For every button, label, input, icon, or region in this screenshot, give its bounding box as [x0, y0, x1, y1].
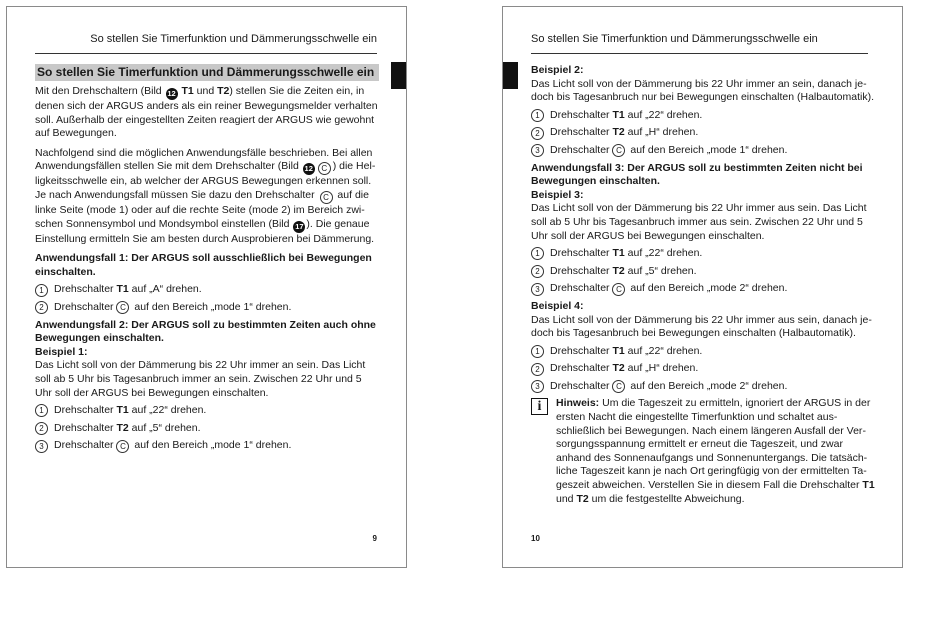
step-text: auf „H“ drehen.	[624, 362, 699, 375]
figure-17-ref: 17	[295, 221, 304, 231]
switch-label: T2	[612, 126, 625, 139]
switch-c-icon: C	[612, 144, 625, 157]
note-text	[556, 397, 875, 506]
step-text: auf „5“ drehen.	[128, 421, 201, 434]
step-text: auf „A“ drehen.	[128, 283, 202, 296]
step-text: auf den Bereich „mode 2“ drehen.	[627, 282, 788, 295]
step-item	[35, 283, 379, 297]
switch-c-icon: C	[116, 440, 129, 453]
step-text: Drehschalter	[550, 108, 613, 121]
header-rule	[531, 53, 868, 54]
para2-text-2: ) die Helligkeitsschwelle ein, ab welcher der ARGUS Bewegungen erkennen soll. Je nach Anwendungsfall müssen Sie dazu den Drehschalter	[35, 160, 376, 201]
switch-label: T2	[116, 421, 129, 434]
switch-label: T1	[612, 247, 625, 260]
example-2-text: Das Licht soll von der Dämmerung bis 22 Uhr immer an sein, danach jedoch bis Tagesanbruch nur bei Bewegungen einschalten (Halbautomatik).	[531, 77, 875, 104]
note-and: und	[556, 492, 577, 505]
case-3-heading: Anwendungsfall 3: Der ARGUS soll zu bestimmten Zeiten nicht bei Bewegungen einschalten.	[531, 161, 863, 188]
step-number-icon: 2	[531, 265, 544, 278]
step-item	[35, 404, 379, 418]
step-text: auf „22“ drehen.	[624, 344, 703, 357]
step-item	[531, 380, 875, 394]
step-item	[531, 109, 875, 123]
step-text: Drehschalter	[550, 247, 613, 260]
header-rule	[35, 53, 377, 54]
step-number-icon: 3	[531, 283, 544, 296]
example-4-heading: Beispiel 4:	[531, 299, 584, 312]
case-2-heading: Anwendungsfall 2: Der ARGUS soll zu bestimmten Zeiten auch ohne Bewegungen einschalten.	[35, 318, 376, 345]
switch-t2: T2	[217, 85, 230, 97]
step-text: auf den Bereich „mode 2“ drehen.	[627, 379, 788, 392]
switch-label: T1	[612, 344, 625, 357]
step-item	[531, 282, 875, 296]
figure-12-ref: 12	[167, 89, 176, 98]
para2-text-4: ). Die genaue Einstellung ermitteln Sie am besten durch Ausprobieren bei Dämmerung.	[35, 217, 375, 245]
example-2-steps	[531, 109, 875, 158]
example-3-heading: Beispiel 3:	[531, 188, 584, 201]
figure-12-ref: 12	[304, 164, 313, 174]
step-text: auf „22“ drehen.	[624, 247, 703, 260]
step-item	[35, 422, 379, 436]
thumb-tab	[503, 62, 518, 89]
step-text: Drehschalter	[54, 283, 117, 296]
switch-label: T2	[612, 362, 625, 375]
intro-paragraph	[35, 85, 379, 141]
example-2-heading: Beispiel 2:	[531, 64, 584, 76]
switch-t1: T1	[862, 479, 875, 492]
step-text: auf den Bereich „mode 1“ drehen.	[131, 439, 292, 452]
switch-label: T1	[116, 404, 129, 417]
running-head: So stellen Sie Timerfunktion und Dämmerungsschwelle ein	[90, 33, 377, 45]
right-page	[502, 6, 903, 568]
example-1-text: Das Licht soll von der Dämmerung bis 22 Uhr immer an sein. Das Licht soll ab 5 Uhr bis Tagesanbruch immer an sein. Zwischen 22 Uhr und 5 Uhr soll der ARGUS bei Bewegungen einschalten.	[35, 359, 366, 399]
step-item	[35, 301, 379, 315]
switch-label: T1	[116, 283, 129, 296]
step-number-icon: 1	[531, 345, 544, 358]
step-number-icon: 3	[35, 440, 48, 453]
switch-c-icon: C	[320, 191, 333, 204]
step-item	[531, 362, 875, 376]
left-page	[6, 6, 407, 568]
note-body: Um die Tageszeit zu ermitteln, ignoriert der ARGUS in der ersten Nacht die eingestellte Timerfunktion und schaltet ausschließlich bei Bewegungen. Nach einem längeren Ausfall der Versorgungsspannung ermittelt er erneut die Tageszeit, und zwar anhand des Sonnenaufgangs und Sonnenuntergangs. Die tatsächliche Tageszeit kann je nach Ort geringfügig von der ermittelten Tageszeit abweichen. Verstellen Sie in diesem Fall die Drehschalter	[556, 397, 871, 492]
step-text: Drehschalter	[54, 421, 117, 434]
switch-c-icon: C	[612, 380, 625, 393]
info-icon: i	[531, 398, 548, 415]
step-number-icon: 1	[35, 404, 48, 417]
example-4-steps	[531, 345, 875, 394]
step-item	[531, 345, 875, 359]
section-title: So stellen Sie Timerfunktion und Dämmerungsschwelle ein	[35, 64, 379, 81]
intro-text: Mit den Drehschaltern (Bild	[35, 85, 165, 97]
step-number-icon: 3	[531, 144, 544, 157]
step-number-icon: 1	[35, 284, 48, 297]
switch-c-icon: C	[116, 301, 129, 314]
switch-t1: T1	[181, 85, 194, 97]
step-item	[531, 265, 875, 279]
step-text: Drehschalter	[550, 362, 613, 375]
step-text: auf „22“ drehen.	[128, 404, 207, 417]
switch-c-icon: C	[612, 283, 625, 296]
step-text: Drehschalter	[54, 300, 117, 313]
step-item	[531, 144, 875, 158]
step-text: auf den Bereich „mode 1“ drehen.	[627, 143, 788, 156]
step-text: auf „5“ drehen.	[624, 264, 697, 277]
step-text: Drehschalter	[550, 143, 613, 156]
running-head: So stellen Sie Timerfunktion und Dämmerungsschwelle ein	[531, 33, 818, 45]
example-4-text: Das Licht soll von der Dämmerung bis 22 Uhr immer aus sein, danach jedoch bis Tagesanbruch bei Bewegungen einschalten (Halbautomatik).	[531, 313, 872, 340]
thumb-tab	[391, 62, 406, 89]
para2-text: Nachfolgend sind die möglichen Anwendungsfälle beschrieben. Bei allen Anwendungsfällen stellen Sie mit dem Drehschalter (Bild	[35, 146, 373, 173]
step-text: auf den Bereich „mode 1“ drehen.	[131, 300, 292, 313]
switch-c-icon: C	[318, 162, 331, 175]
right-content	[531, 64, 875, 506]
note-label: Hinweis:	[556, 397, 600, 410]
step-text: auf „22“ drehen.	[624, 108, 703, 121]
step-item	[35, 439, 379, 453]
switch-label: T2	[612, 264, 625, 277]
case-1-steps	[35, 283, 379, 314]
example-1-heading: Beispiel 1:	[35, 345, 88, 358]
step-item	[531, 126, 875, 140]
switch-label: T1	[612, 108, 625, 121]
step-text: Drehschalter	[550, 126, 613, 139]
step-number-icon: 1	[531, 109, 544, 122]
intro-text-2: ) stellen Sie die Zeiten ein, in denen sich der ARGUS anders als ein reiner Bewegungsmelder verhalten soll. Außerhalb der eingestellten Zeiten reagiert der ARGUS wie gewohnt auf Bewegungen.	[35, 85, 378, 140]
page-number: 9	[372, 534, 377, 543]
step-number-icon: 2	[35, 422, 48, 435]
step-number-icon: 3	[531, 380, 544, 393]
step-text: Drehschalter	[550, 344, 613, 357]
step-number-icon: 2	[531, 363, 544, 376]
step-text: auf „H“ drehen.	[624, 126, 699, 139]
example-3-steps	[531, 247, 875, 296]
example-3-text: Das Licht soll von der Dämmerung bis 22 Uhr immer aus sein. Das Licht soll ab 5 Uhr bis Tagesanbruch immer aus sein. Zwischen 22 Uhr und 5 Uhr soll der ARGUS bei Bewegungen einschalten.	[531, 202, 867, 242]
para2-text-3: auf die linke Seite (mode 1) oder auf die rechte Seite (mode 2) im Bereich zwischen Sonnensymbol und Mondsymbol einstellen (Bild	[35, 188, 369, 230]
switch-t2: T2	[576, 492, 589, 505]
applications-paragraph	[35, 147, 379, 246]
example-1-steps	[35, 404, 379, 453]
step-text: Drehschalter	[54, 404, 117, 417]
step-number-icon: 1	[531, 247, 544, 260]
left-content	[35, 64, 379, 457]
step-text: Drehschalter	[54, 439, 117, 452]
case-1-heading: Anwendungsfall 1: Der ARGUS soll ausschließlich bei Bewegungen einschalten.	[35, 252, 372, 278]
step-text: Drehschalter	[550, 264, 613, 277]
note-end: um die festgestellte Abweichung.	[588, 492, 745, 505]
note-box	[531, 397, 875, 506]
step-number-icon: 2	[531, 127, 544, 140]
intro-and: und	[193, 85, 218, 97]
step-text: Drehschalter	[550, 282, 613, 295]
step-number-icon: 2	[35, 301, 48, 314]
step-item	[531, 247, 875, 261]
page-number: 10	[531, 534, 540, 543]
step-text: Drehschalter	[550, 379, 613, 392]
